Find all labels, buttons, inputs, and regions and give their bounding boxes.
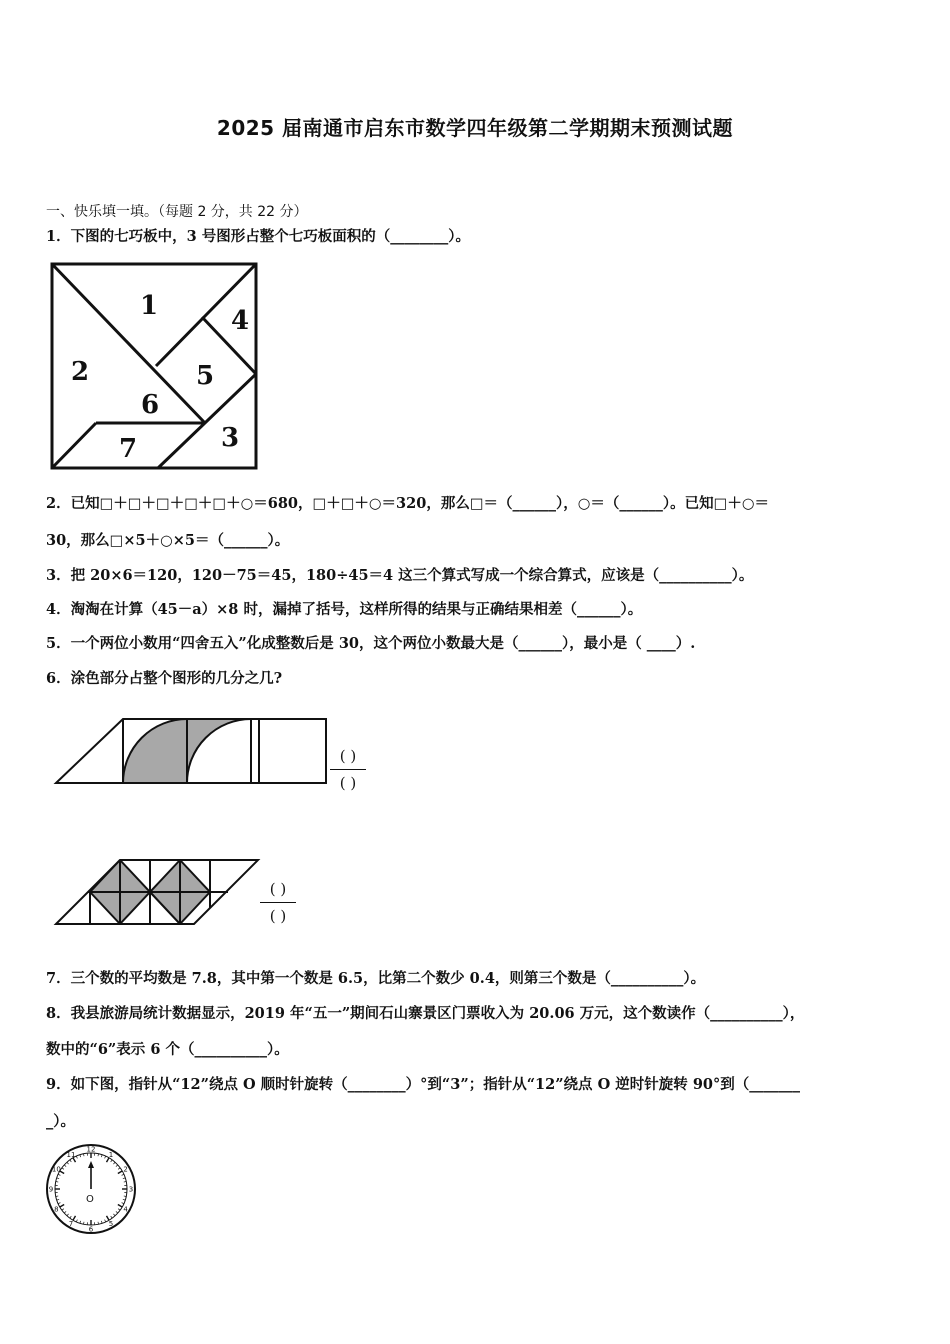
question-2-line-1: 2．已知□＋□＋□＋□＋□＋○＝680，□＋□＋○＝320，那么□＝（______），○＝（______）。已知□＋○＝	[46, 495, 770, 512]
clock-hour-tick	[73, 1216, 76, 1220]
clock-minute-tick	[64, 1165, 66, 1167]
clock-number: 5	[108, 1220, 114, 1229]
question-8-line-1: 8．我县旅游局统计数据显示，2019 年“五一”期间石山寨景区门票收入为 20.06 万元，这个数读作（__________），	[46, 1005, 805, 1022]
clock-hand-arrow-icon	[88, 1161, 94, 1168]
clock-minute-tick	[70, 1160, 71, 1162]
tangram-label-5: 5	[195, 361, 215, 391]
tangram-label-1: 1	[139, 291, 159, 321]
clock-minute-tick	[123, 1199, 125, 1200]
clock-number: 10	[51, 1165, 61, 1174]
clock-minute-tick	[70, 1216, 71, 1218]
clock-number: 7	[68, 1220, 74, 1229]
clock-minute-tick	[122, 1174, 124, 1175]
tangram-edge-7-left	[52, 423, 96, 468]
clock-number: 12	[86, 1145, 96, 1154]
tangram-label-2: 2	[70, 357, 90, 387]
clock-number: 2	[123, 1165, 128, 1174]
fraction-bar	[260, 902, 296, 903]
section-heading-1: 一、快乐填一填。（每题 2 分，共 22 分）	[46, 204, 308, 220]
numerator-blank: ( )	[339, 747, 357, 765]
tangram-diagonal-main	[52, 264, 205, 423]
clock-number: 3	[128, 1185, 134, 1194]
page-title: 2025 届南通市启东市数学四年级第二学期期末预测试题	[216, 116, 734, 140]
clock-number: 1	[108, 1150, 114, 1159]
clock-minute-tick	[118, 1209, 120, 1210]
clock-minute-tick	[57, 1178, 59, 1179]
question-8-line-2: 数中的“6”表示 6 个（__________）。	[46, 1041, 289, 1058]
clock-minute-tick	[101, 1221, 102, 1223]
clock-minute-tick	[57, 1199, 59, 1200]
clock-minute-tick	[105, 1220, 106, 1222]
clock-minute-tick	[105, 1156, 106, 1158]
clock-minute-tick	[111, 1216, 112, 1218]
shaded-parallelogram-figure	[52, 852, 262, 930]
clock-hour-tick	[60, 1205, 64, 1208]
tangram-label-6: 6	[140, 390, 160, 420]
clock-minute-tick	[101, 1155, 102, 1157]
clock-minute-tick	[58, 1203, 60, 1204]
clock-figure	[44, 1142, 138, 1236]
clock-minute-tick	[67, 1162, 69, 1164]
question-1: 1．下图的七巧板中，3 号图形占整个七巧板面积的（________）。	[46, 228, 470, 245]
clock-number: 8	[54, 1205, 59, 1214]
fraction-answer-6b	[260, 878, 296, 927]
clock-number: 6	[88, 1225, 94, 1234]
clock-minute-tick	[113, 1214, 115, 1216]
question-9-line-2: _）。	[46, 1113, 75, 1130]
tangram-figure	[48, 260, 262, 474]
clock-minute-tick	[62, 1209, 64, 1210]
clock-center-label: O	[86, 1194, 94, 1205]
clock-minute-tick	[76, 1156, 77, 1158]
clock-minute-tick	[80, 1221, 81, 1223]
clock-minute-tick	[76, 1220, 77, 1222]
clock-minute-tick	[116, 1165, 118, 1167]
numerator-blank: ( )	[269, 880, 287, 898]
clock-minute-tick	[80, 1155, 81, 1157]
clock-minute-tick	[123, 1178, 125, 1179]
denominator-blank: ( )	[269, 907, 287, 925]
question-5: 5．一个两位小数用“四舍五入”化成整数后是 30，这个两位小数最大是（______），最小是（ ____）.	[46, 635, 696, 652]
clock-minute-tick	[122, 1203, 124, 1204]
question-7: 7．三个数的平均数是 7.8，其中第一个数是 6.5，比第二个数少 0.4，则第三个数是（__________）。	[46, 970, 706, 987]
shaded-quarter-circle-2	[187, 719, 251, 783]
clock-minute-tick	[116, 1211, 118, 1213]
clock-minute-tick	[118, 1168, 120, 1169]
clock-minute-tick	[111, 1160, 112, 1162]
question-4: 4．淘淘在计算（45－a）×8 时，漏掉了括号，这样所得的结果与正确结果相差（______）。	[46, 601, 643, 618]
question-9-line-1: 9．如下图，指针从“12”绕点 O 顺时针旋转（________）°到“3”；指针从“12”绕点 O 逆时针旋转 90°到（_______	[46, 1076, 801, 1093]
clock-hour-tick	[118, 1205, 122, 1208]
clock-minute-tick	[113, 1162, 115, 1164]
question-3: 3．把 20×6＝120，120－75＝45，180÷45＝4 这三个算式写成一个综合算式，应该是（__________）。	[46, 567, 754, 584]
clock-minute-tick	[58, 1174, 60, 1175]
shaded-quarter-circle-1	[123, 719, 187, 783]
clock-number: 9	[48, 1185, 54, 1194]
tangram-label-3: 3	[220, 423, 240, 453]
clock-minute-tick	[62, 1168, 64, 1169]
fraction-bar	[330, 769, 366, 770]
denominator-blank: ( )	[339, 774, 357, 792]
clock-minute-tick	[64, 1211, 66, 1213]
question-6: 6．涂色部分占整个图形的几分之几?	[46, 670, 283, 687]
clock-number: 4	[123, 1205, 128, 1214]
clock-minute-tick	[67, 1214, 69, 1216]
tangram-label-4: 4	[230, 306, 250, 336]
clock-number: 11	[66, 1150, 76, 1159]
clock-hour-tick	[118, 1171, 122, 1174]
shaded-trapezoid-figure	[52, 712, 332, 788]
question-2-line-2: 30，那么□×5＋○×5＝（______）。	[46, 532, 290, 549]
fraction-answer-6a	[330, 745, 366, 794]
tangram-label-7: 7	[118, 434, 138, 464]
